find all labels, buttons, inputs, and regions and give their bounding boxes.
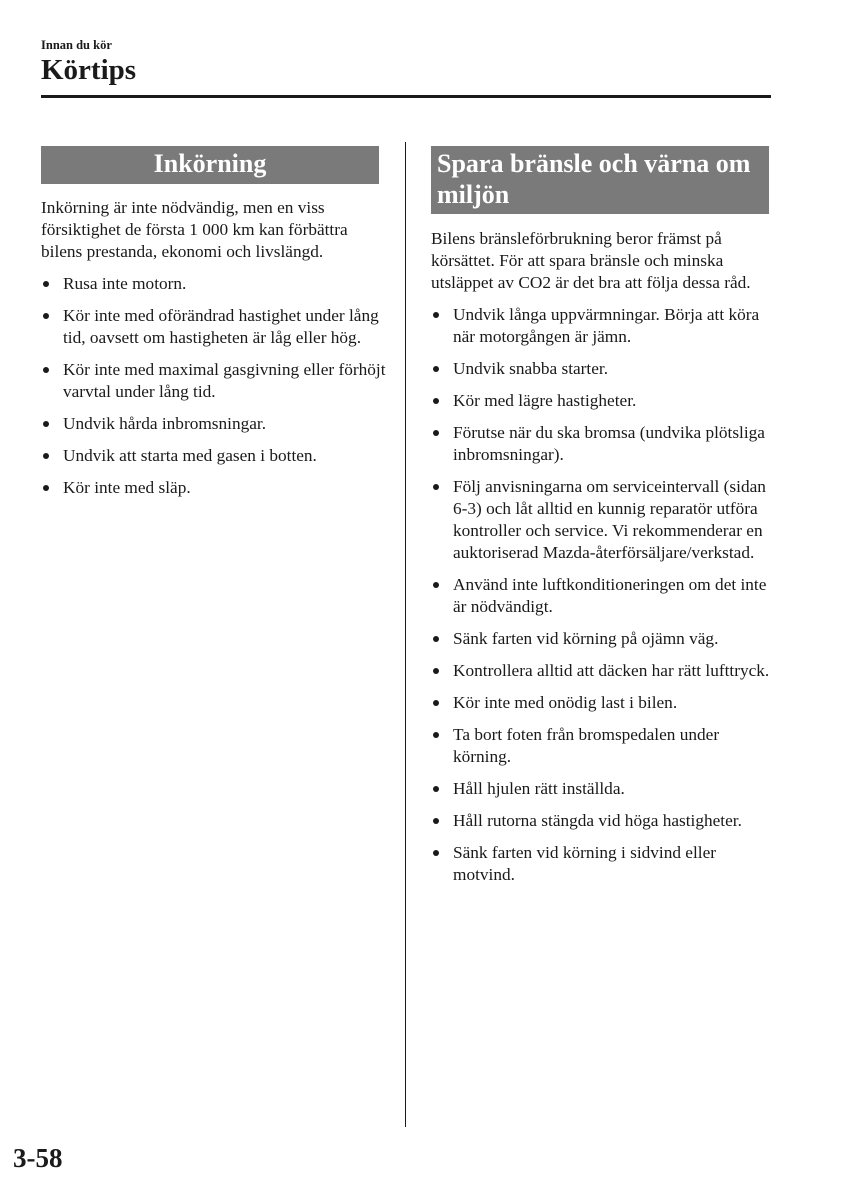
- bullet-icon: [433, 636, 439, 642]
- bullet-icon: [43, 421, 49, 427]
- bullet-icon: [433, 312, 439, 318]
- list-item: [431, 692, 776, 714]
- right-bullet-list: [431, 304, 776, 886]
- list-item: [431, 660, 776, 682]
- page-title: Körtips: [41, 54, 137, 86]
- bullet-icon: [43, 367, 49, 373]
- left-intro-paragraph: Inkörning är inte nödvändig, men en viss försiktighet de första 1 000 km kan förbättra bilens prestanda, ekonomi och livslängd.: [41, 198, 348, 261]
- list-item-text: Kör inte med släp.: [63, 478, 191, 497]
- list-item-text: Undvik att starta med gasen i botten.: [63, 446, 317, 465]
- list-item-text: Sänk farten vid körning på ojämn väg.: [453, 629, 719, 648]
- list-item-text: Ta bort foten från bromspedalen under körning.: [453, 725, 720, 766]
- left-column: [41, 197, 386, 509]
- list-item: [431, 842, 776, 886]
- list-item: [41, 477, 386, 499]
- bullet-icon: [433, 430, 439, 436]
- section-heading-inkorning: Inkörning: [41, 146, 379, 184]
- list-item: [431, 574, 776, 618]
- list-item: [431, 358, 776, 380]
- list-item: [41, 359, 386, 403]
- list-item-text: Kör inte med oförändrad hastighet under lång tid, oavsett om hastigheten är låg eller hög.: [63, 306, 379, 347]
- list-item-text: Kör inte med maximal gasgivning eller förhöjt varvtal under lång tid.: [63, 360, 386, 401]
- list-item: [431, 778, 776, 800]
- list-item: [431, 810, 776, 832]
- bullet-icon: [433, 398, 439, 404]
- list-item-text: Undvik långa uppvärmningar. Börja att köra när motorgången är jämn.: [453, 305, 760, 346]
- list-item-text: Rusa inte motorn.: [63, 274, 187, 293]
- bullet-icon: [43, 453, 49, 459]
- bullet-icon: [433, 818, 439, 824]
- bullet-icon: [433, 366, 439, 372]
- bullet-icon: [433, 668, 439, 674]
- bullet-icon: [43, 281, 49, 287]
- list-item-text: Kör inte med onödig last i bilen.: [453, 693, 678, 712]
- bullet-icon: [433, 850, 439, 856]
- title-rule: [41, 95, 771, 98]
- bullet-icon: [433, 732, 439, 738]
- list-item-text: Använd inte luftkonditioneringen om det inte är nödvändigt.: [453, 575, 767, 616]
- list-item: [41, 305, 386, 349]
- right-column: [431, 228, 776, 896]
- list-item-text: Följ anvisningarna om serviceintervall (sidan 6-3) och låt alltid en kunnig reparatör utföra kontroller och service. Vi rekommenderar en auktoriserad Mazda-återförsäljare/verkstad.: [453, 477, 766, 562]
- list-item-text: Sänk farten vid körning i sidvind eller motvind.: [453, 843, 717, 884]
- list-item: [41, 273, 386, 295]
- list-item: [41, 445, 386, 467]
- list-item-text: Kontrollera alltid att däcken har rätt lufttryck.: [453, 661, 770, 680]
- bullet-icon: [433, 582, 439, 588]
- list-item: [431, 422, 776, 466]
- bullet-icon: [433, 484, 439, 490]
- list-item-text: Undvik hårda inbromsningar.: [63, 414, 267, 433]
- list-item: [431, 724, 776, 768]
- list-item-text: Håll rutorna stängda vid höga hastigheter.: [453, 811, 742, 830]
- list-item: [431, 476, 776, 564]
- page-number: 3-58: [13, 1143, 63, 1173]
- bullet-icon: [433, 786, 439, 792]
- list-item-text: Kör med lägre hastigheter.: [453, 391, 637, 410]
- section-heading-spara-bransle: Spara bränsle och värna om miljön: [431, 146, 769, 214]
- list-item-text: Håll hjulen rätt inställda.: [453, 779, 625, 798]
- list-item-text: Förutse när du ska bromsa (undvika plötsliga inbromsningar).: [453, 423, 765, 464]
- bullet-icon: [43, 313, 49, 319]
- list-item: [41, 413, 386, 435]
- list-item: [431, 304, 776, 348]
- list-item: [431, 390, 776, 412]
- list-item: [431, 628, 776, 650]
- bullet-icon: [433, 700, 439, 706]
- column-divider: [405, 142, 406, 1127]
- right-intro-paragraph: Bilens bränsleförbrukning beror främst på körsättet. För att spara bränsle och minska utsläppet av CO2 är det bra att följa dessa råd.: [431, 229, 751, 292]
- left-bullet-list: [41, 273, 386, 499]
- breadcrumb: Innan du kör: [41, 38, 112, 52]
- bullet-icon: [43, 485, 49, 491]
- list-item-text: Undvik snabba starter.: [453, 359, 609, 378]
